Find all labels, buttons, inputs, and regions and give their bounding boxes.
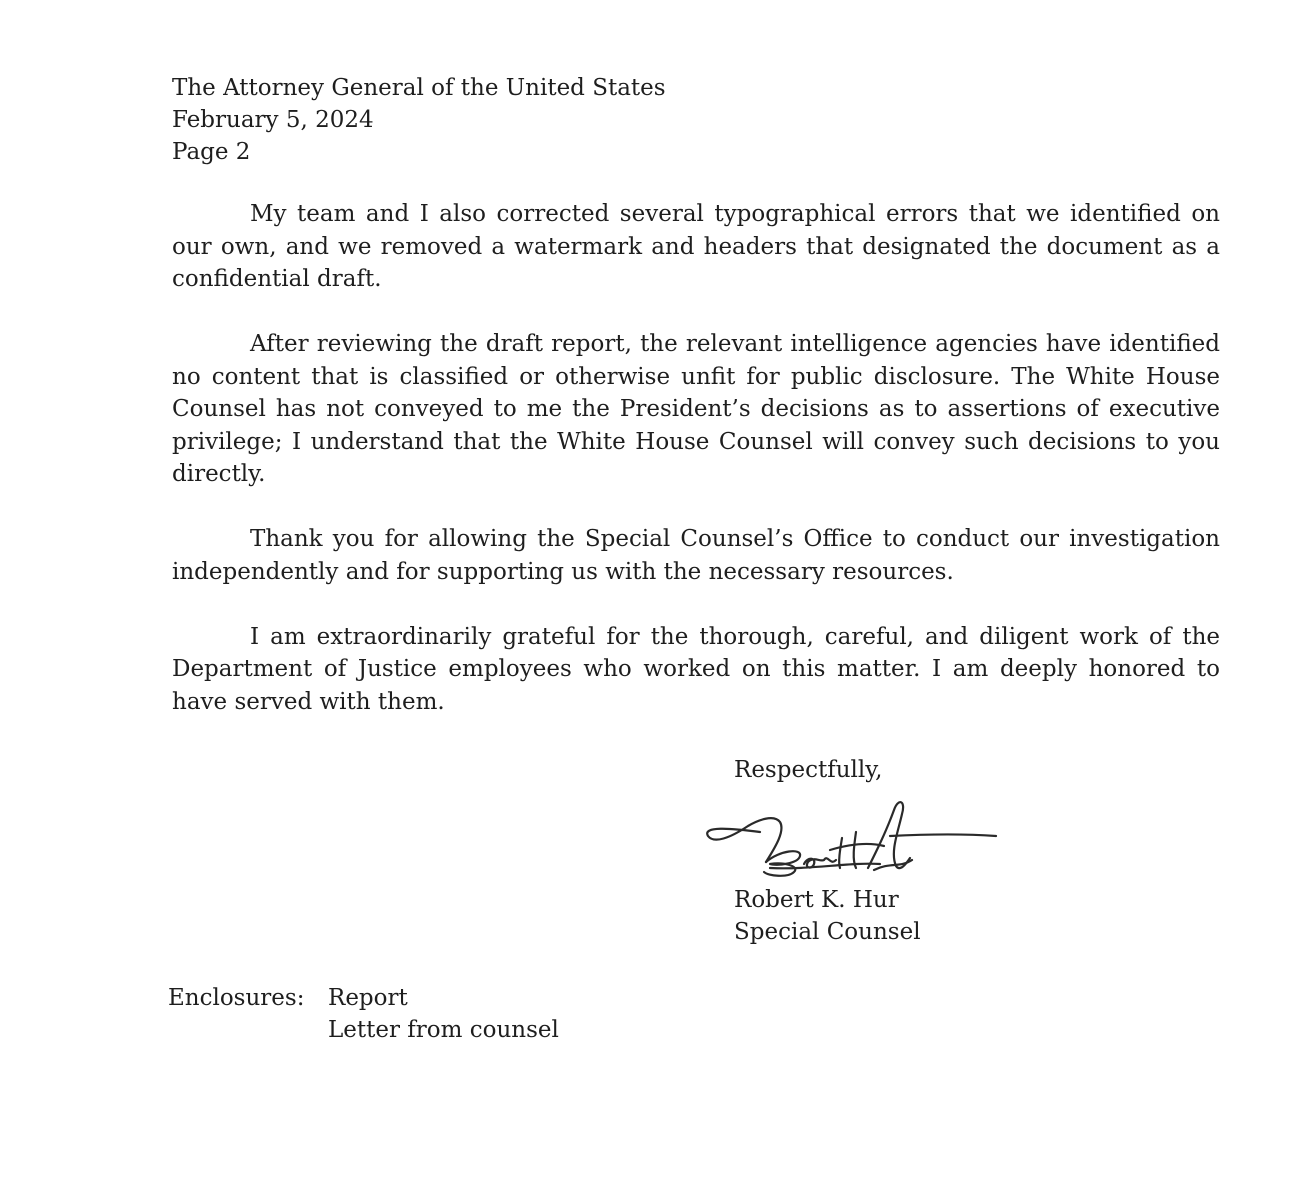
body-paragraph-4: I am extraordinarily grateful for the thorough, careful, and diligent work of the Department of Justice employees who worked on this matter. I am deeply honored to have served with them. <box>172 623 1220 715</box>
body-paragraph-1: My team and I also corrected several typographical errors that we identified on our own, and we removed a watermark and headers that designated the document as a confidential draft. <box>172 201 1220 292</box>
enclosures-block <box>168 982 559 1046</box>
letter-header <box>172 72 872 168</box>
page-number: Page 2 <box>172 139 251 165</box>
letter-body <box>172 198 1220 718</box>
valediction: Respectfully, <box>734 757 883 783</box>
signer-name: Robert K. Hur <box>734 887 899 913</box>
body-paragraph-2: After reviewing the draft report, the relevant intelligence agencies have identified no content that is classified or otherwise unfit for public disclosure. The White House Counsel has not conveyed to me the President’s decisions as to assertions of executive privilege; I understand that the White House Counsel will convey such decisions to you directly. <box>172 331 1220 487</box>
signer-title: Special Counsel <box>734 919 921 945</box>
enclosure-item: Report <box>328 985 408 1011</box>
recipient-line: The Attorney General of the United States <box>172 75 666 101</box>
body-paragraph-3: Thank you for allowing the Special Counsel’s Office to conduct our investigation independently and for supporting us with the necessary resources. <box>172 526 1220 585</box>
enclosure-item: Letter from counsel <box>328 1017 559 1043</box>
handwritten-signature <box>700 792 1010 892</box>
signature-block <box>734 884 921 948</box>
enclosures-label: Enclosures: <box>168 985 305 1011</box>
date-line: February 5, 2024 <box>172 107 374 133</box>
